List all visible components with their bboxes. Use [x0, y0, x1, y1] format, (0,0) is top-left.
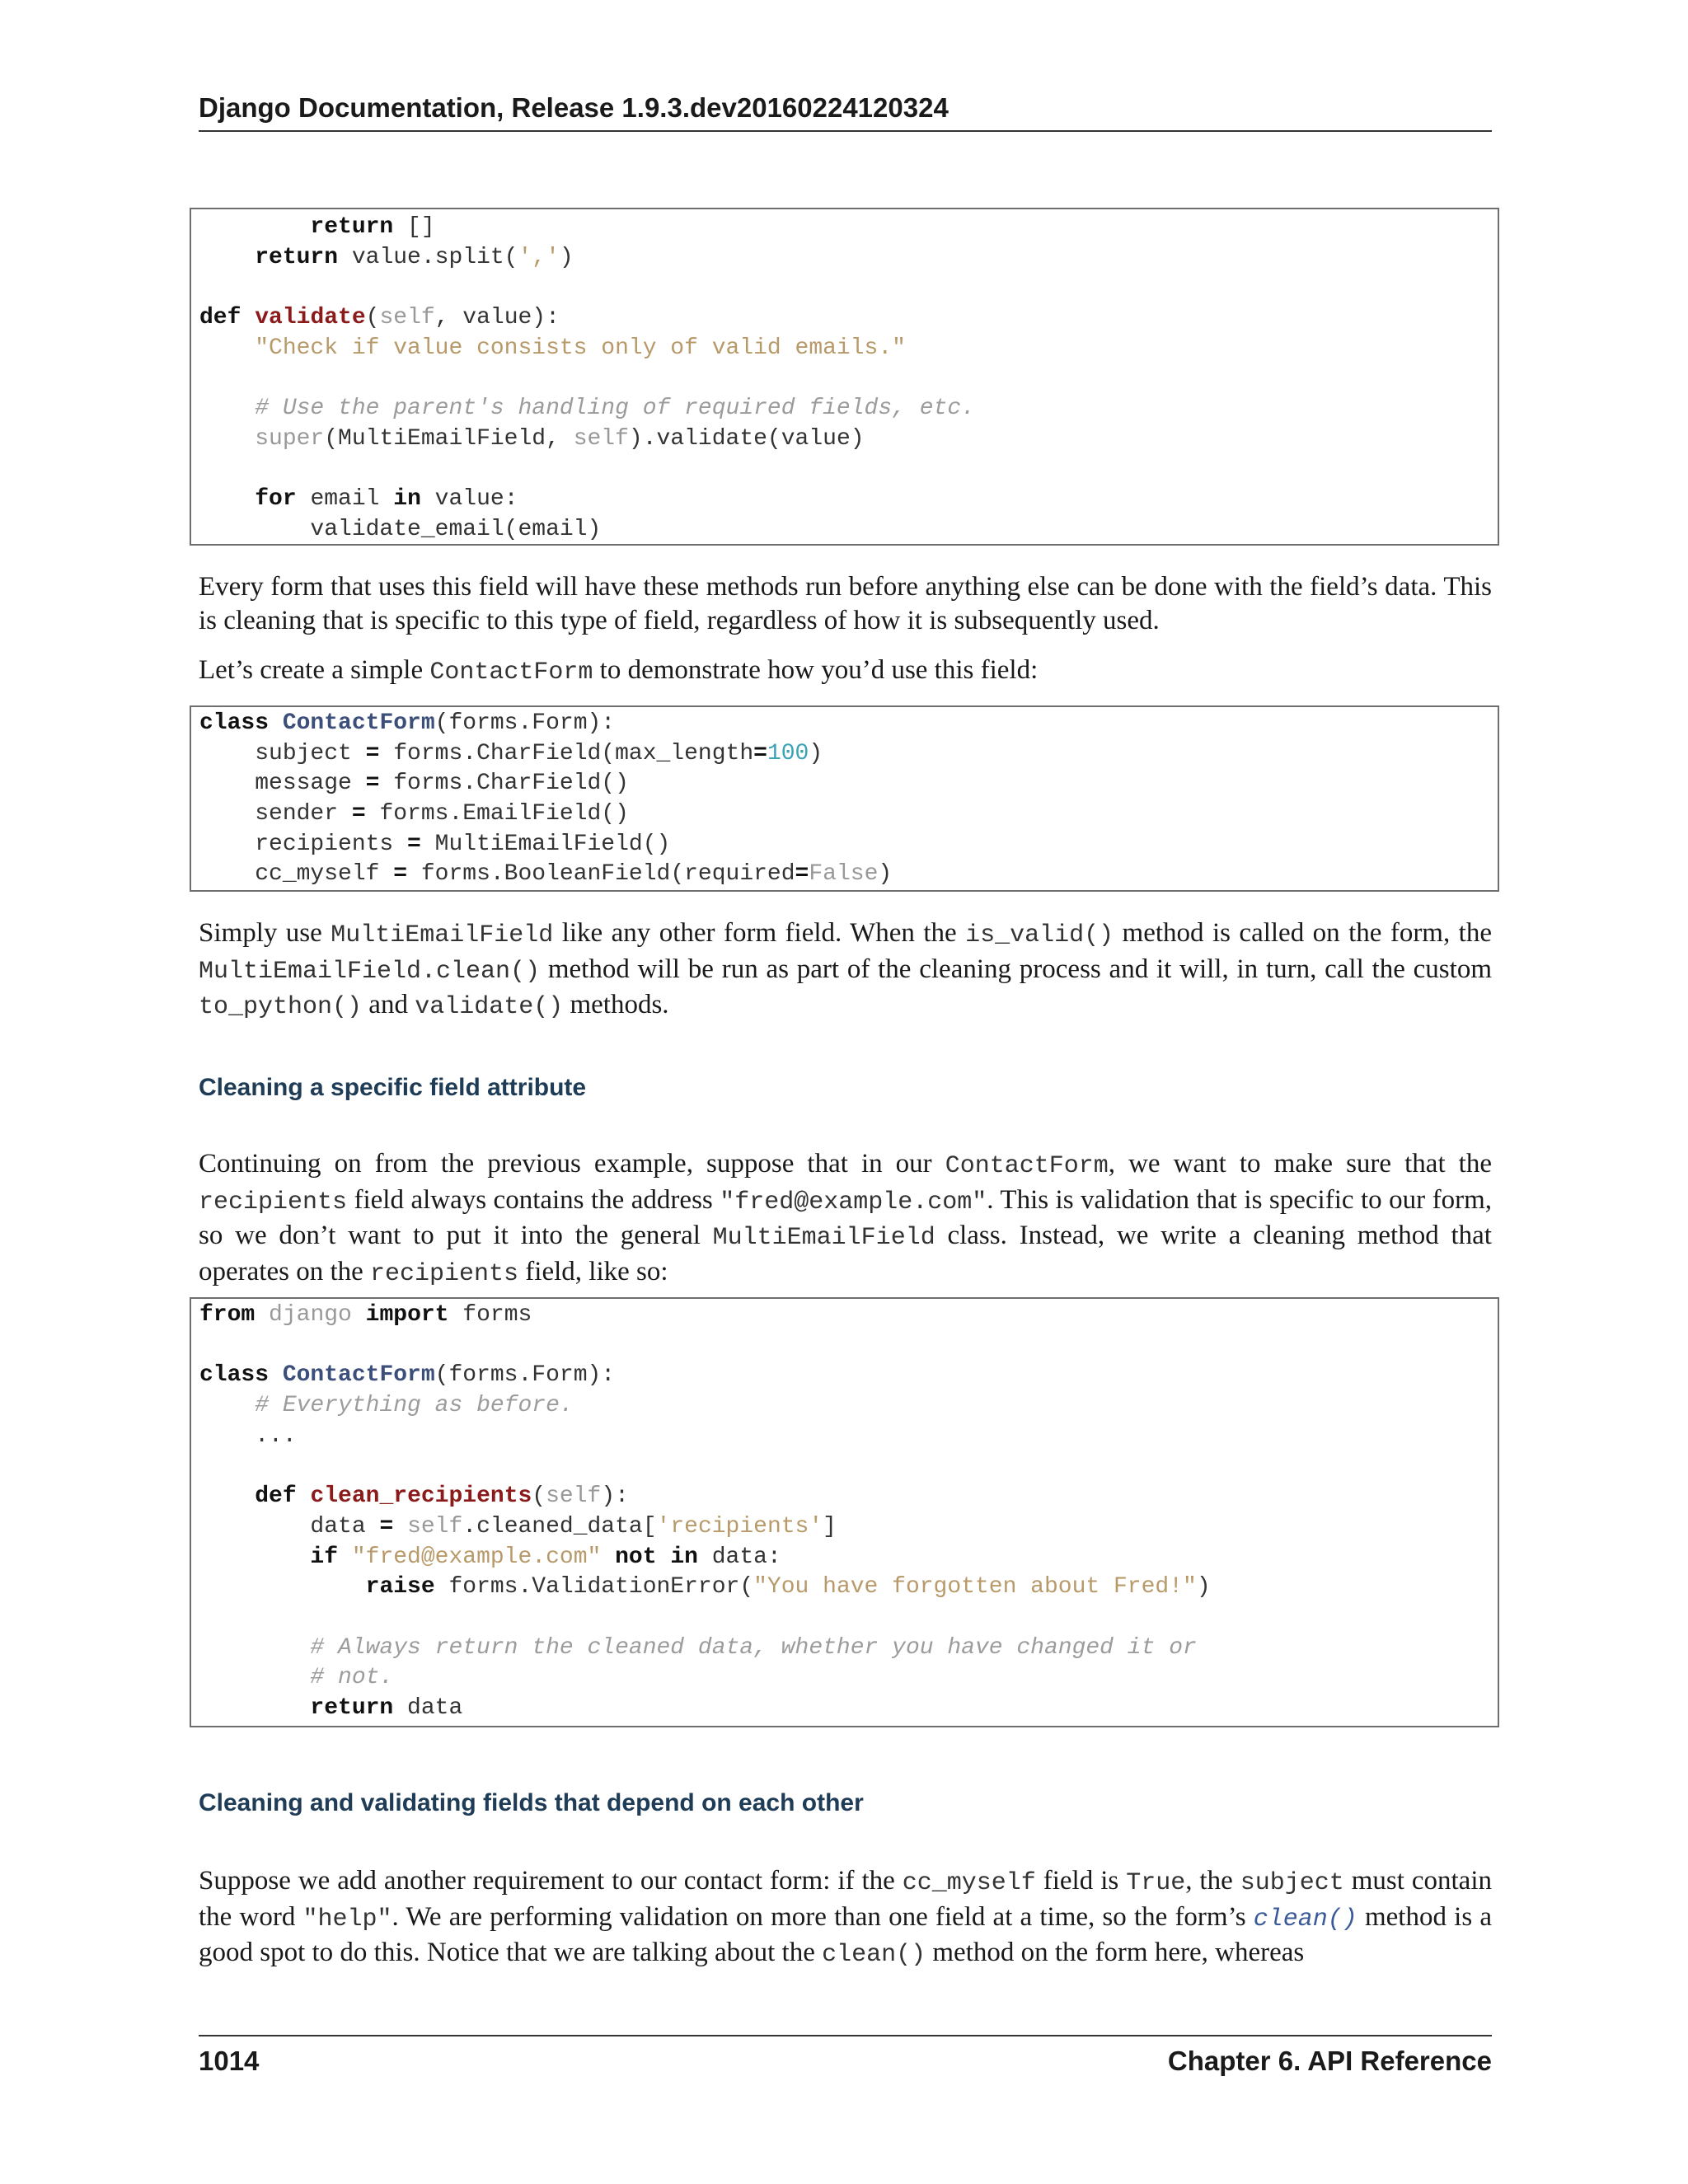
- code-comment: # Use the parent's handling of required fields, etc.: [255, 396, 975, 422]
- code-text: [297, 1483, 311, 1509]
- text: field, like so:: [518, 1256, 668, 1286]
- code-text: (: [365, 305, 380, 331]
- code-string-literal: "You have forgotten about Fred!": [753, 1574, 1197, 1601]
- code-keyword: from: [199, 1302, 256, 1328]
- inline-code: MultiEmailField: [712, 1224, 935, 1252]
- code-keyword: def: [199, 305, 241, 331]
- code-text: forms.CharField(): [379, 771, 629, 797]
- code-block-contactform: [190, 705, 1499, 892]
- code-text: [241, 305, 255, 330]
- inline-code: ContactForm: [945, 1152, 1109, 1180]
- section-heading-dependent-fields: Cleaning and validating fields that depend on each other: [199, 1789, 864, 1816]
- code-text: [199, 396, 255, 421]
- code-line: [199, 1391, 1498, 1422]
- code-line: [199, 455, 1498, 485]
- code-line: [199, 769, 1498, 799]
- code-keyword: =: [351, 801, 366, 827]
- code-line: [199, 1633, 1498, 1664]
- code-comment: # Everything as before.: [255, 1393, 574, 1419]
- code-text: .cleaned_data[: [462, 1513, 657, 1540]
- code-string-literal: ',': [518, 244, 560, 270]
- code-text: [199, 1574, 366, 1600]
- code-line: [199, 1603, 1498, 1633]
- code-line: [199, 394, 1498, 424]
- code-keyword: =: [795, 861, 809, 888]
- code-text: validate_email(email): [199, 516, 602, 542]
- code-line: [199, 334, 1498, 364]
- text: , we want to make sure that the: [1108, 1149, 1492, 1179]
- text: Continuing on from the previous example, suppose that in our: [199, 1149, 945, 1179]
- code-text: forms.ValidationError(: [434, 1574, 754, 1601]
- code-text: (MultiEmailField,: [324, 425, 574, 452]
- code-text: [199, 1544, 310, 1570]
- code-keyword: =: [393, 861, 408, 888]
- code-text: [199, 426, 255, 452]
- code-keyword: =: [365, 771, 380, 797]
- code-line: [199, 515, 1498, 546]
- text: Let’s create a simple: [199, 655, 430, 685]
- code-text: data: [199, 1513, 380, 1540]
- code-string-literal: "Check if value consists only of valid emails.": [255, 335, 906, 361]
- paragraph-contactform-intro: [199, 654, 1492, 690]
- text: class. Instead, we write a cleaning method that operates on the: [199, 1221, 1492, 1286]
- code-keyword: return: [310, 1694, 394, 1721]
- inline-code: ContactForm: [429, 658, 593, 687]
- code-text: (: [532, 1483, 546, 1510]
- code-keyword: =: [753, 740, 767, 766]
- code-text: [657, 1544, 671, 1570]
- running-header: Django Documentation, Release 1.9.3.dev20160224120324: [199, 92, 949, 123]
- code-line: [199, 213, 1498, 243]
- code-line: [199, 1663, 1498, 1694]
- code-line: [199, 739, 1498, 770]
- inline-code: cc_myself: [902, 1869, 1036, 1897]
- inline-code: is_valid(): [965, 921, 1114, 949]
- inline-code: "help": [302, 1905, 392, 1933]
- text: Suppose we add another requirement to our contact form: if the: [199, 1866, 903, 1896]
- code-text: [199, 214, 310, 240]
- code-text: ):: [601, 1483, 629, 1510]
- code-text: forms.EmailField(): [365, 801, 629, 827]
- text: field always contains the address: [347, 1184, 720, 1215]
- inline-code: MultiEmailField.clean(): [199, 957, 541, 986]
- code-text: [269, 1362, 283, 1388]
- inline-code: validate(): [415, 993, 564, 1021]
- code-text: value.split(: [338, 244, 518, 270]
- code-text: ): [559, 244, 574, 270]
- code-keyword: class: [199, 1362, 270, 1389]
- code-keyword: =: [379, 1513, 394, 1540]
- paragraph-specific-field: [199, 1147, 1492, 1291]
- code-line: [199, 1422, 1498, 1452]
- code-text: [199, 1665, 310, 1690]
- code-keyword: if: [310, 1544, 339, 1570]
- code-text: ]: [823, 1513, 837, 1540]
- code-builtin: self: [407, 1513, 463, 1540]
- inline-code: "fred@example.com": [720, 1188, 987, 1216]
- code-string-literal: 'recipients': [656, 1513, 823, 1540]
- text: . This is validation that is specific to our form, so we don’t want to put it into the general: [199, 1184, 1492, 1250]
- paragraph-field-cleaning: [199, 570, 1492, 637]
- paragraph-dependent-fields: [199, 1864, 1492, 1972]
- code-keyword: in: [670, 1544, 698, 1570]
- code-text: (forms.Form):: [434, 710, 616, 736]
- code-builtin: self: [379, 305, 435, 331]
- code-line: [199, 830, 1498, 860]
- paragraph-text: Every form that uses this field will have these methods run before anything else can be done with the field’s data. This is cleaning that is specific to this type of field, regardless of how it is subsequently used.: [199, 572, 1492, 635]
- code-text: []: [393, 214, 435, 240]
- code-line: [199, 1572, 1498, 1603]
- code-builtin: django: [269, 1302, 352, 1328]
- inline-code: subject: [1240, 1869, 1344, 1897]
- text: method is called on the form, the: [1114, 918, 1492, 948]
- code-text: [199, 486, 255, 512]
- code-line: [199, 1331, 1498, 1361]
- code-line: [199, 1543, 1498, 1573]
- footer-rule: [199, 2035, 1492, 2036]
- code-text: ).validate(value): [628, 425, 865, 452]
- inline-code: to_python(): [199, 993, 363, 1021]
- code-line: [199, 243, 1498, 274]
- code-text: recipients: [199, 831, 408, 857]
- code-keyword: def: [255, 1483, 297, 1510]
- code-line: [199, 1361, 1498, 1391]
- code-text: [393, 1514, 407, 1540]
- clean-method-link[interactable]: clean(): [1253, 1905, 1357, 1933]
- code-keyword: raise: [365, 1574, 435, 1601]
- code-text: forms.BooleanField(required: [407, 861, 795, 888]
- code-builtin: super: [255, 425, 325, 452]
- code-text: [338, 1544, 352, 1570]
- inline-code: recipients: [199, 1188, 348, 1216]
- code-keyword: class: [199, 710, 270, 736]
- text: , the: [1185, 1866, 1240, 1896]
- code-keyword: import: [365, 1302, 449, 1328]
- code-text: data:: [697, 1544, 781, 1570]
- text: to demonstrate how you’d use this field:: [593, 655, 1039, 685]
- section-heading-field-attribute: Cleaning a specific field attribute: [199, 1074, 587, 1101]
- paragraph-multiemailfield-usage: [199, 916, 1492, 1024]
- code-keyword: =: [365, 740, 380, 766]
- text: method on the form here, whereas: [926, 1938, 1305, 1967]
- text: field is: [1035, 1866, 1127, 1896]
- text: . We are performing validation on more than one field at a time, so the form’s: [392, 1901, 1254, 1932]
- inline-code: clean(): [822, 1941, 926, 1969]
- code-line: [199, 709, 1498, 739]
- code-text: [255, 1302, 269, 1328]
- code-line: [199, 424, 1498, 455]
- header-rule: [199, 130, 1492, 132]
- code-text: ): [1196, 1574, 1211, 1601]
- text: must contain the word: [199, 1866, 1493, 1932]
- code-line: [199, 799, 1498, 830]
- code-keyword: =: [407, 831, 421, 857]
- code-text: [199, 1393, 255, 1418]
- code-text: value:: [420, 486, 518, 513]
- inline-code: recipients: [370, 1259, 519, 1288]
- code-comment: # Always return the cleaned data, whether you have changed it or: [310, 1634, 1197, 1661]
- code-text: cc_myself: [199, 861, 394, 888]
- code-builtin: False: [809, 861, 879, 888]
- text: methods.: [563, 990, 669, 1019]
- code-text: sender: [199, 801, 352, 827]
- code-text: email: [296, 486, 394, 513]
- code-line: [199, 1482, 1498, 1512]
- code-line: [199, 485, 1498, 515]
- code-line: [199, 273, 1498, 303]
- text: like any other form field. When the: [553, 918, 966, 948]
- code-line: [199, 1451, 1498, 1482]
- code-text: ): [809, 740, 823, 766]
- code-line: [199, 1694, 1498, 1724]
- code-text: ...: [199, 1422, 297, 1449]
- code-line: [199, 1512, 1498, 1543]
- code-builtin: self: [573, 425, 629, 452]
- code-keyword: in: [393, 486, 421, 513]
- code-function-name: clean_recipients: [310, 1483, 532, 1510]
- code-block-validate: [190, 208, 1499, 546]
- code-text: [199, 1635, 310, 1661]
- code-text: , value):: [434, 305, 560, 331]
- code-text: [199, 1483, 255, 1509]
- code-text: [199, 245, 255, 270]
- code-builtin: self: [546, 1483, 602, 1510]
- code-text: [269, 710, 283, 736]
- code-line: [199, 860, 1498, 890]
- code-text: subject: [199, 740, 366, 766]
- code-block-clean-recipients: [190, 1297, 1499, 1727]
- code-line: [199, 303, 1498, 334]
- code-keyword: for: [255, 486, 297, 513]
- inline-code: MultiEmailField: [331, 921, 554, 949]
- code-class-name: ContactForm: [282, 710, 435, 736]
- code-text: forms: [448, 1302, 532, 1328]
- code-number-literal: 100: [767, 740, 809, 766]
- code-text: forms.CharField(max_length: [379, 740, 754, 766]
- code-text: ): [878, 861, 893, 888]
- code-text: MultiEmailField(): [420, 831, 671, 857]
- code-line: [199, 363, 1498, 394]
- code-text: [199, 1695, 310, 1721]
- code-text: message: [199, 771, 366, 797]
- code-keyword: return: [255, 244, 339, 270]
- text: and: [362, 990, 415, 1019]
- code-comment: # not.: [310, 1665, 394, 1691]
- code-text: [199, 335, 255, 361]
- text: method is a good spot to do this. Notice that we are talking about the: [199, 1901, 1492, 1967]
- text: Simply use: [199, 918, 331, 948]
- code-text: [601, 1544, 615, 1570]
- code-text: (forms.Form):: [434, 1362, 616, 1389]
- code-keyword: not: [615, 1544, 657, 1570]
- code-function-name: validate: [255, 305, 366, 331]
- code-keyword: return: [310, 214, 394, 240]
- code-line: [199, 1301, 1498, 1331]
- code-string-literal: "fred@example.com": [351, 1544, 602, 1570]
- text: method will be run as part of the cleaning process and it will, in turn, call the custom: [540, 954, 1492, 984]
- code-text: [352, 1302, 366, 1328]
- page-number: 1014: [199, 2046, 260, 2076]
- code-class-name: ContactForm: [282, 1362, 435, 1389]
- chapter-title: Chapter 6. API Reference: [1167, 2046, 1492, 2076]
- code-text: data: [393, 1694, 463, 1721]
- inline-code: True: [1126, 1869, 1186, 1897]
